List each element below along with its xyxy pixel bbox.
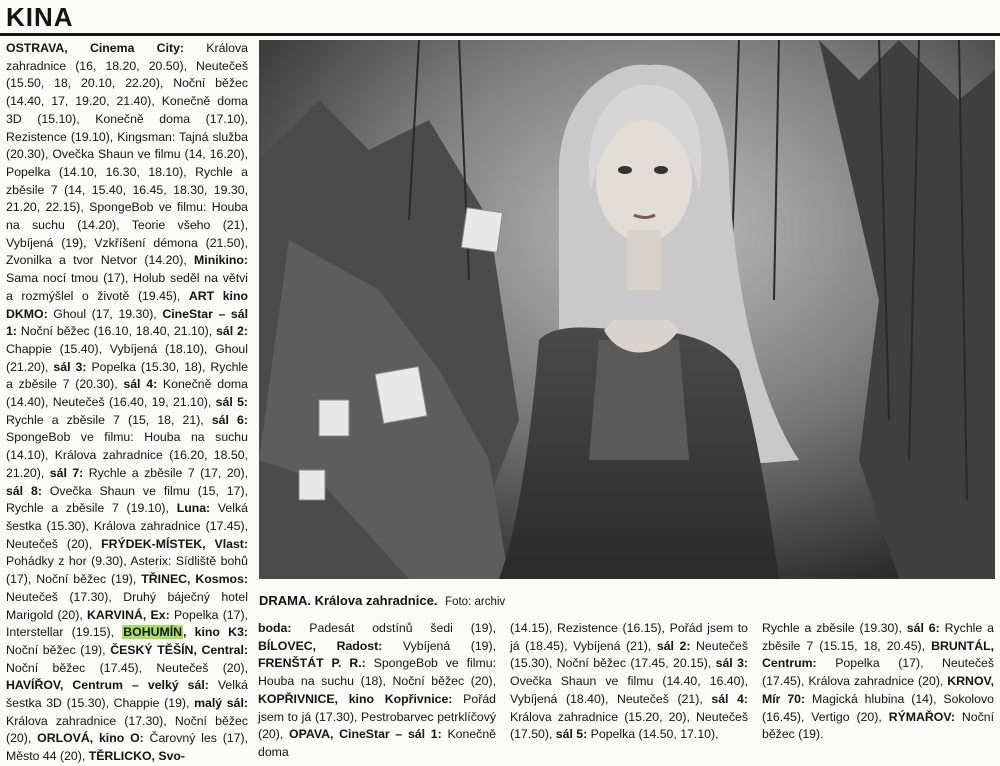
film-still-photo [259, 40, 995, 579]
listings-text-4: Rychle a zběsile (19.30), sál 6: Rychle a zběsile 7 (15.15, 18, 20.45), BRUNTÁL, Centrum: Popelka (17), Neutečeš (17.45), Králova zahradnice (20), KRNOV, Mír 70: Magická hlubina (14), Sokolovo (16.45), Vertigo (20), RÝMAŘOV: Noční běžec (19). [762, 621, 995, 742]
listings-column-1 [6, 40, 249, 764]
photo-caption [259, 593, 505, 608]
listings-column-4 [762, 620, 994, 747]
highlighted-town: BOHUMÍN [123, 625, 183, 640]
photo-graphic [259, 40, 995, 579]
caption-title: DRAMA. Králova zahradnice. [259, 593, 438, 608]
caption-credit: Foto: archiv [445, 596, 506, 608]
listings-text-2: boda: Padesát odstínů šedi (19), BÍLOVEC, Radost: Vybíjená (19), FRENŠTÁT P. R.: SpongeBob ve filmu: Houba na suchu (18), Noční běžec (20), KOPŘIVNICE, kino Kopřivnice: Pořád jsem to já (17.30), Pestrobarvec petrklíčový (20), OPAVA, CineStar – sál 1: Konečně doma [258, 621, 497, 759]
listings-column-2 [258, 620, 497, 759]
section-header [0, 0, 1000, 36]
section-title: KINA [6, 2, 74, 32]
header-rule [0, 33, 1000, 36]
listings-text-3: (14.15), Rezistence (16.15), Pořád jsem to já (18.45), Vybíjená (21), sál 2: Neutečeš (15.30), Noční běžec (17.45, 20.15), sál 3: Ovečka Shaun ve filmu (14.40, 16.40), Vybíjená (18.40), Neutečeš (21), sál 4: Králova zahradnice (15.20, 20), Neutečeš (17.50), sál 5: Popelka (14.50, 17.10), [510, 621, 748, 742]
listings-text-1: OSTRAVA, Cinema City: Králova zahradnice (16, 18.20, 20.50), Neutečeš (15.50, 18, 20.10, 22.20), Noční běžec (14.40, 17, 19.20, 21.40), Konečně doma 3D (15.10), Konečně doma (17.10), Rezistence (19.10), Kingsman: Tajná služba (20.30), Ovečka Shaun ve filmu (14, 16.20), Popelka (14.10, 16.30, 18.10), Rychle a zběsile 7 (14, 15.40, 16.45, 18.30, 19.30, 21.20, 22.15), SpongeBob ve filmu: Houba na suchu (14.20), Teorie všeho (21), Vybíjená (19), Vzkříšení démona (21.50), Zvonilka a tvor Netvor (14.20), Minikino: Sama nocí tmou (17), Holub seděl na větvi a rozmýšlel o životě (19.45), ART kino DKMO: Ghoul (17, 19.30), CineStar – sál 1: Noční běžec (16.10, 18.40, 21.10), sál 2: Chappie (15.40), Vybíjená (18.10), Ghoul (21.20), sál 3: Popelka (15.30, 18), Rychle a zběsile 7 (20.30), sál 4: Konečně doma (14.40), Neutečeš (16.40, 19, 21.10), sál 5: Rychle a zběsile 7 (15, 18, 21), sál 6: SpongeBob ve filmu: Houba na suchu (14.10), Králova zahradnice (16.20, 18.50, 21.20), sál 7: Rychle a zběsile 7 (17, 20), sál 8: Ovečka Shaun ve filmu (15, 17), Rychle a zběsile 7 (19.10), Luna: Velká šestka (15.30), Králova zahradnice (17.45), Neutečeš (20), FRÝDEK-MÍSTEK, Vlast: Pohádky z hor (9.30), Asterix: Sídliště bohů (17), Noční běžec (19), TŘINEC, Kosmos: Neutečeš (17.30), Druhý báječný hotel Marigold (20), KARVINÁ, Ex: Popelka (17), Interstellar (19.15), BOHUMÍN, kino K3: Noční běžec (19), ČESKÝ TĚŠÍN, Central: Noční běžec (17.45), Neutečeš (20), HAVÍŘOV, Centrum – velký sál: Velká šestka 3D (15.30), Chappie (19), malý sál: Králova zahradnice (17.30), Noční běžec (20), ORLOVÁ, kino O: Čarovný les (17), Město 44 (20), TĚRLICKO, Svo- [6, 41, 249, 764]
listings-column-3 [510, 620, 748, 747]
